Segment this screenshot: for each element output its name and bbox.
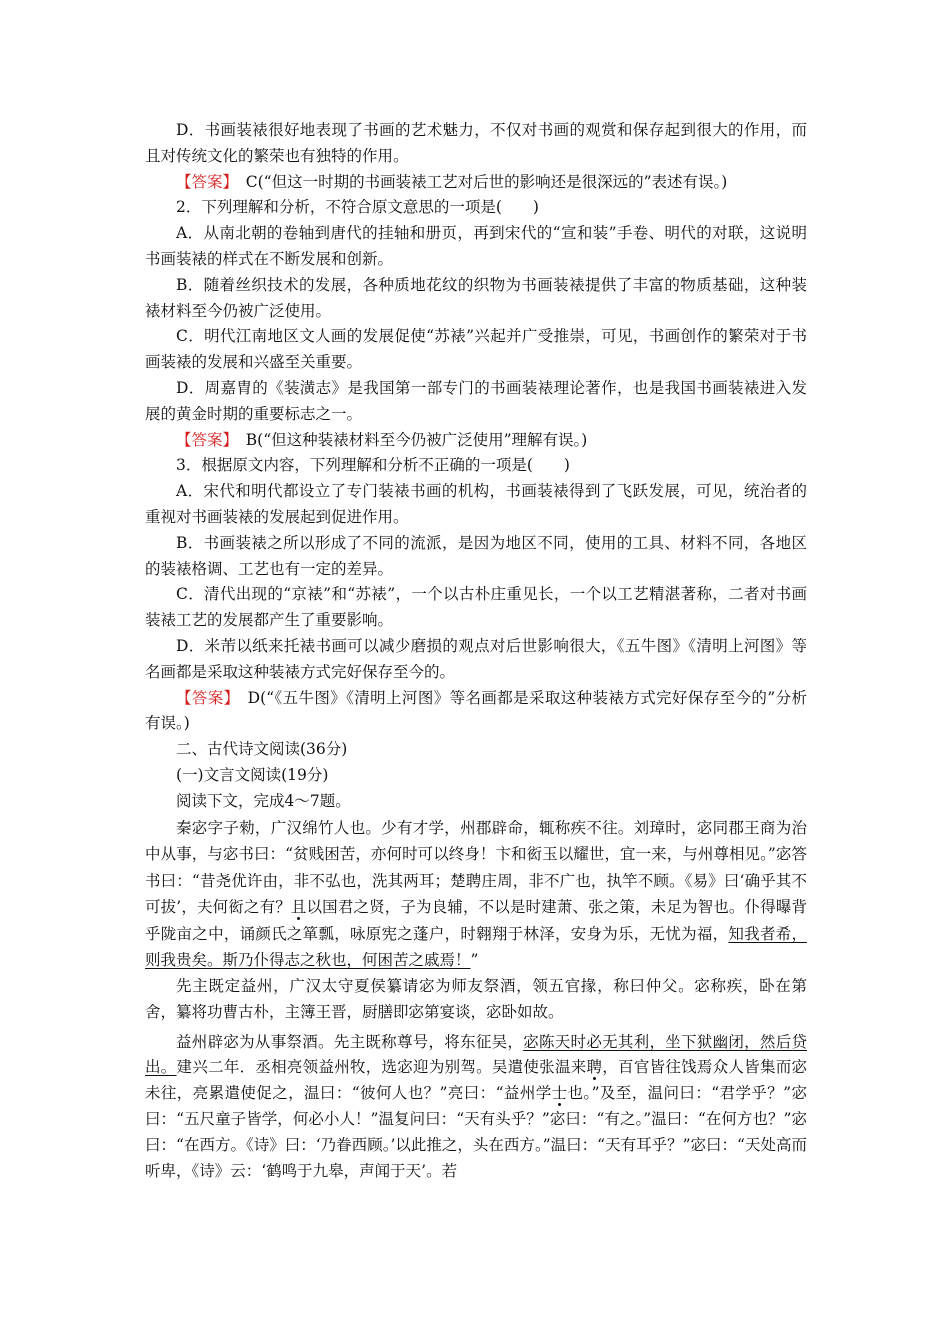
q3-option-a: A．宋代和明代都设立了专门装裱书画的机构，书画装裱得到了飞跃发展，可见，统治者的重视对书画装裱的发展起到促进作用。 [145, 482, 807, 526]
passage-paragraph-1: 秦宓字子勑，广汉绵竹人也。少有才学，州郡辟命，辄称疾不往。刘璋时，宓同郡王商为治中从事，与宓书曰：“贫贱困苦，亦何时可以终身！卞和衒玉以耀世，宜一来，与州尊相见。”宓答书曰：“昔尧优许由，非不弘也，洗其两耳；楚聘庄周，非不广也，执竿不顾。《易》曰‘确乎其不可拔’，夫何衒之有？且以国君之贤，子为良辅，不以是时建萧、张之策，未足为智也。仆得曝背乎陇亩之中，诵颜氏之箪瓢，咏原宪之蓬户，时翱翔于林泽，安身为乐，无忧为福，知我者希，则我贵矣。斯乃仆得志之秋也，何困苦之戚焉！” [145, 818, 807, 970]
q2-option-d: D．周嘉胄的《装潢志》是我国第一部专门的书画装裱理论著作，也是我国书画装裱进入发展的黄金时期的重要标志之一。 [145, 378, 807, 423]
q2-option-b: B．随着丝织技术的发展，各种质地花纹的织物为书画装裱提供了丰富的物质基础，这种装裱材料至今仍被广泛使用。 [145, 275, 807, 320]
underlined-sentence: 宓陈天时必无其利，坐下狱幽闭，然后贷出。 [145, 1032, 807, 1077]
q3-option-b: B．书画装裱之所以形成了不同的流派，是因为地区不同，使用的工具、材料不同，各地区的装裱格调、工艺也有一定的差异。 [145, 533, 807, 578]
q1-option-d: D．书画装裱很好地表现了书画的艺术魅力，不仅对书画的观赏和保存起到很大的作用，而且对传统文化的繁荣也有独特的作用。 [145, 121, 807, 165]
emphasis-dot-char: 士 [551, 1084, 568, 1103]
page-content [145, 118, 807, 1184]
answer-label: 【答案】 [176, 688, 232, 707]
q3-option-d: D．米芾以纸来托裱书画可以减少磨损的观点对后世影响很大，《五牛图》《清明上河图》等名画都是采取这种装裱方式完好保存至今的。 [145, 636, 807, 681]
q2-answer: 【答案】 B(“但这种装裱材料至今仍被广泛使用”理解有误。) [176, 430, 588, 449]
answer-label: 【答案】 [176, 430, 231, 449]
passage-paragraph-2: 先主既定益州，广汉太守夏侯纂请宓为师友祭酒，领五官掾，称曰仲父。宓称疾，卧在第舍，纂将功曹古朴，主簿王晋，厨膳即宓第宴谈，宓卧如故。 [145, 977, 807, 1021]
section-heading: 二、古代诗文阅读(36分) [176, 740, 348, 759]
q3-option-c: C．清代出现的“京裱”和“苏裱”，一个以古朴庄重见长，一个以工艺精湛著称，二者对书画装裱工艺的发展都产生了重要影响。 [145, 585, 807, 630]
q2-option-a: A．从南北朝的卷轴到唐代的挂轴和册页，再到宋代的“宣和装”手卷、明代的对联，这说明书画装裱的样式在不断发展和创新。 [145, 224, 807, 268]
q3-answer: 【答案】 D(“《五牛图》《清明上河图》等名画都是采取这种装裱方式完好保存至今的”分析有误。) [145, 688, 807, 733]
q3-stem: 3．根据原文内容，下列理解和分析不正确的一项是( ) [176, 456, 570, 475]
emphasis-dot-char: 且 [290, 898, 307, 917]
emphasis-dot-char: 聘 [586, 1058, 603, 1077]
q2-option-c: C．明代江南地区文人画的发展促使“苏裱”兴起并广受推崇，可见，书画创作的繁荣对于书画装裱的发展和兴盛至关重要。 [145, 327, 807, 372]
q2-stem: 2．下列理解和分析，不符合原文意思的一项是( ) [176, 198, 539, 217]
q1-answer: 【答案】 C(“但这一时期的书画装裱工艺对后世的影响还是很深远的”表述有误。) [176, 172, 728, 191]
subsection-heading: (一)文言文阅读(19分) [176, 765, 329, 784]
reading-instruction: 阅读下文，完成4～7题。 [176, 791, 351, 810]
underlined-sentence: 知我者希，则我贵矣。斯乃仆得志之秋也，何困苦之戚焉！ [145, 924, 807, 970]
answer-label: 【答案】 [176, 172, 231, 191]
passage-paragraph-3: 益州辟宓为从事祭酒。先主既称尊号，将东征吴，宓陈天时必无其利，坐下狱幽闭，然后贷出。建兴二年．丞相亮领益州牧，选宓迎为别驾。吴遣使张温来聘，百官皆往饯焉众人皆集而宓未往，亮累遣使促之，温曰：“彼何人也？”亮曰：“益州学士也。”及至，温问曰：“君学乎？”宓曰：“五尺童子皆学，何必小人！”温复问曰：“天有头乎？”宓曰：“有之。”温曰：“在何方也？”宓曰：“在西方。《诗》曰：‘乃眷西顾。’以此推之，头在西方。”温曰：“天有耳乎？”宓曰：“天处高而听卑，《诗》云：‘鹤鸣于九皋，声闻于天’。若 [145, 1032, 807, 1180]
